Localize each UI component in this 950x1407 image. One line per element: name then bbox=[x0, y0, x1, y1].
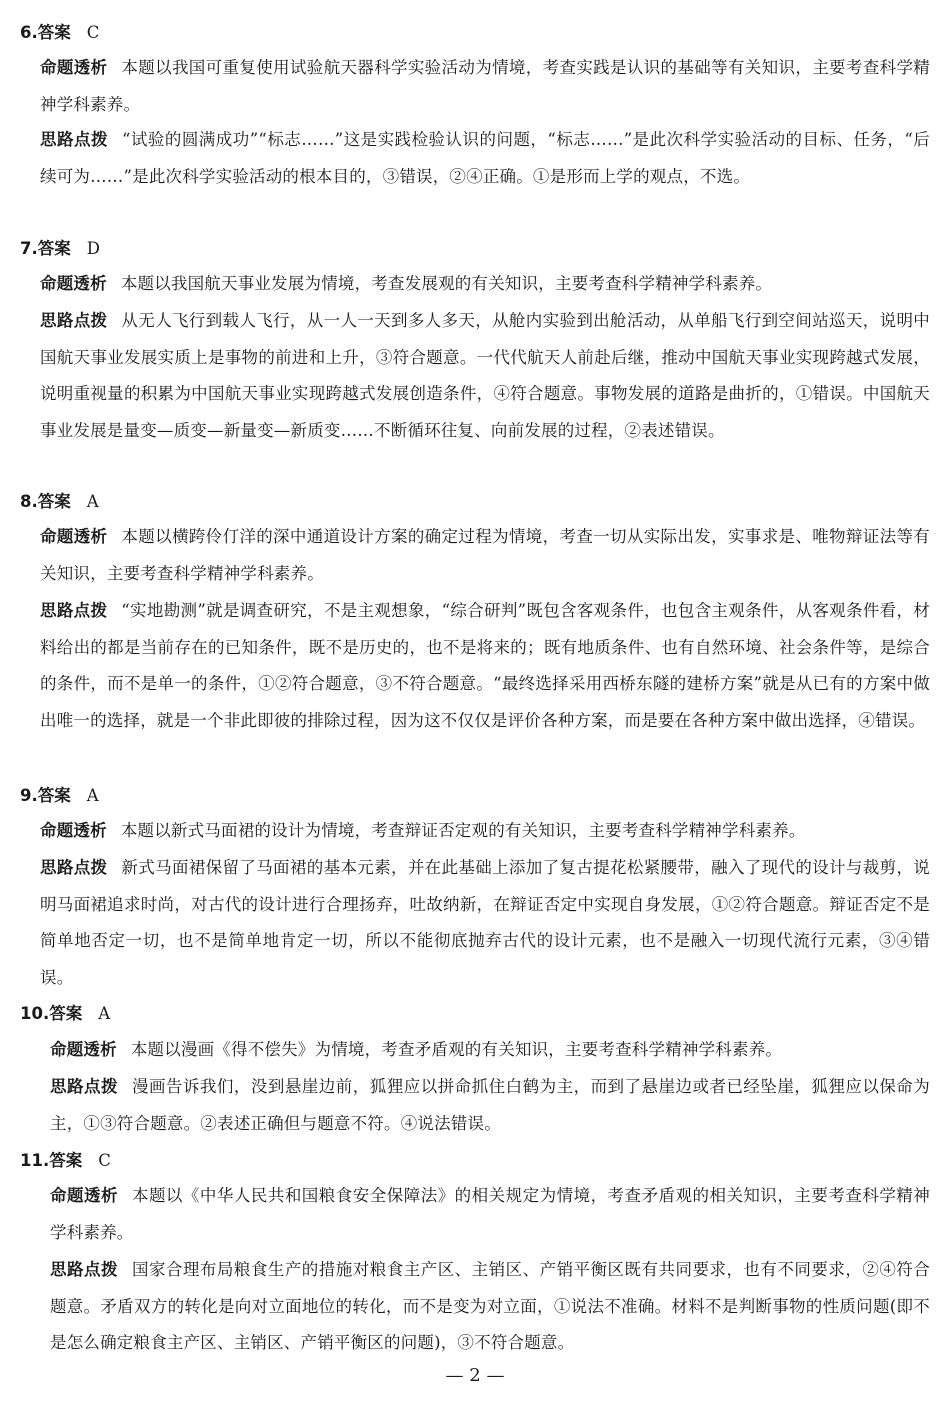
hint-text: 国家合理布局粮食生产的措施对粮食主产区、主销区、产销平衡区既有共同要求，也有不同要求，②④符合题意。矛盾双方的转化是向对立面地位的转化，而不是变为对立面，①说法不准确。材料不是判断事物的性质问题(即不是怎么确定粮食主产区、主销区、产销平衡区的问题)，③不符合题意。 bbox=[50, 1260, 930, 1352]
intent-text: 本题以我国可重复使用试验航天器科学实验活动为情境，考查实践是认识的基础等有关知识，主要考查科学精神学科素养。 bbox=[40, 58, 930, 114]
question-7-intent bbox=[40, 266, 930, 303]
page-number: — 2 — bbox=[445, 1365, 505, 1386]
hint-text: 新式马面裙保留了马面裙的基本元素，并在此基础上添加了复古提花松紧腰带，融入了现代的设计与裁剪，说明马面裙追求时尚，对古代的设计进行合理扬弃，吐故纳新，在辩证否定中实现自身发展，①②符合题意。辩证否定不是简单地否定一切，也不是简单地肯定一切，所以不能彻底抛弃古代的设计元素，也不是融入一切现代流行元素，③④错误。 bbox=[40, 858, 930, 987]
question-10-header bbox=[20, 1004, 110, 1024]
intent-label: 命题透析 bbox=[40, 58, 108, 77]
answer-value: C bbox=[98, 1151, 111, 1170]
question-6-header bbox=[20, 23, 99, 43]
question-10-intent bbox=[50, 1032, 930, 1069]
hint-label: 思路点拨 bbox=[50, 1260, 118, 1279]
hint-label: 思路点拨 bbox=[40, 858, 108, 877]
hint-text: 从无人飞行到载人飞行，从一人一天到多人多天，从舱内实验到出舱活动，从单船飞行到空间站巡天，说明中国航天事业发展实质上是事物的前进和上升，③符合题意。一代代航天人前赴后继，推动中国航天事业实现跨越式发展，说明重视量的积累为中国航天事业实现跨越式发展创造条件，④符合题意。事物发展的道路是曲折的，①错误。中国航天事业发展是量变—质变—新量变—新质变……不断循环往复、向前发展的过程，②表述错误。 bbox=[40, 311, 930, 440]
question-11-intent bbox=[50, 1178, 930, 1251]
question-8-header bbox=[20, 492, 99, 512]
answer-label: 答案 bbox=[37, 492, 71, 511]
hint-text: “实地勘测”就是调查研究，不是主观想象，“综合研判”既包含客观条件，也包含主观条件，从客观条件看，材料给出的都是当前存在的已知条件，既不是历史的，也不是将来的；既有地质条件、也有自然环境、社会条件等，是综合的条件，而不是单一的条件，①②符合题意，③不符合题意。“最终选择采用西桥东隧的建桥方案”就是从已有的方案中做出唯一的选择，就是一个非此即彼的排除过程，因为这不仅仅是评价各种方案，而是要在各种方案中做出选择，④错误。 bbox=[40, 601, 930, 730]
intent-text: 本题以横跨伶仃洋的深中通道设计方案的确定过程为情境，考查一切从实际出发，实事求是、唯物辩证法等有关知识，主要考查科学精神学科素养。 bbox=[40, 527, 930, 583]
question-11-header bbox=[20, 1151, 111, 1171]
question-8-intent bbox=[40, 519, 930, 592]
question-7-hint bbox=[40, 303, 930, 449]
answer-value: A bbox=[86, 786, 99, 805]
answer-label: 答案 bbox=[49, 1004, 83, 1023]
answer-value: D bbox=[86, 239, 100, 258]
intent-label: 命题透析 bbox=[40, 274, 107, 293]
hint-label: 思路点拨 bbox=[40, 130, 108, 149]
question-number: 6. bbox=[20, 23, 38, 42]
intent-label: 命题透析 bbox=[40, 821, 107, 840]
question-9-header bbox=[20, 786, 99, 806]
question-number: 7. bbox=[20, 239, 38, 258]
hint-label: 思路点拨 bbox=[40, 601, 108, 620]
question-number: 11. bbox=[20, 1151, 50, 1170]
question-7-header bbox=[20, 239, 100, 259]
question-9-hint bbox=[40, 850, 930, 996]
intent-text: 本题以漫画《得不偿失》为情境，考查矛盾观的有关知识，主要考查科学精神学科素养。 bbox=[130, 1040, 783, 1059]
hint-text: “试验的圆满成功”“标志……”这是实践检验认识的问题，“标志……”是此次科学实验活动的目标、任务，“后续可为……”是此次科学实验活动的根本目的，③错误，②④正确。①是形而上学的观点，不选。 bbox=[40, 130, 930, 186]
question-10-hint bbox=[50, 1069, 930, 1142]
answer-label: 答案 bbox=[37, 786, 71, 805]
answer-label: 答案 bbox=[37, 23, 71, 42]
answer-value: A bbox=[86, 492, 99, 511]
question-6-intent bbox=[40, 50, 930, 123]
answer-label: 答案 bbox=[37, 239, 71, 258]
intent-label: 命题透析 bbox=[50, 1186, 118, 1205]
answer-label: 答案 bbox=[49, 1151, 83, 1170]
intent-label: 命题透析 bbox=[50, 1040, 117, 1059]
intent-text: 本题以我国航天事业发展为情境，考查发展观的有关知识，主要考查科学精神学科素养。 bbox=[120, 274, 773, 293]
answer-value: A bbox=[98, 1004, 111, 1023]
intent-text: 本题以新式马面裙的设计为情境，考查辩证否定观的有关知识，主要考查科学精神学科素养。 bbox=[120, 821, 806, 840]
question-number: 8. bbox=[20, 492, 38, 511]
intent-text: 本题以《中华人民共和国粮食安全保障法》的相关规定为情境，考查矛盾观的相关知识，主要考查科学精神学科素养。 bbox=[50, 1186, 930, 1242]
hint-label: 思路点拨 bbox=[40, 311, 108, 330]
hint-label: 思路点拨 bbox=[50, 1077, 118, 1096]
question-6-hint bbox=[40, 122, 930, 195]
question-number: 9. bbox=[20, 786, 38, 805]
question-11-hint bbox=[50, 1252, 930, 1362]
question-9-intent bbox=[40, 813, 930, 850]
hint-text: 漫画告诉我们，没到悬崖边前，狐狸应以拼命抓住白鹤为主，而到了悬崖边或者已经坠崖，狐狸应以保命为主，①③符合题意。②表述正确但与题意不符。④说法错误。 bbox=[50, 1077, 930, 1133]
intent-label: 命题透析 bbox=[40, 527, 108, 546]
answer-value: C bbox=[86, 23, 100, 42]
question-number: 10. bbox=[20, 1004, 50, 1023]
question-8-hint bbox=[40, 593, 930, 739]
